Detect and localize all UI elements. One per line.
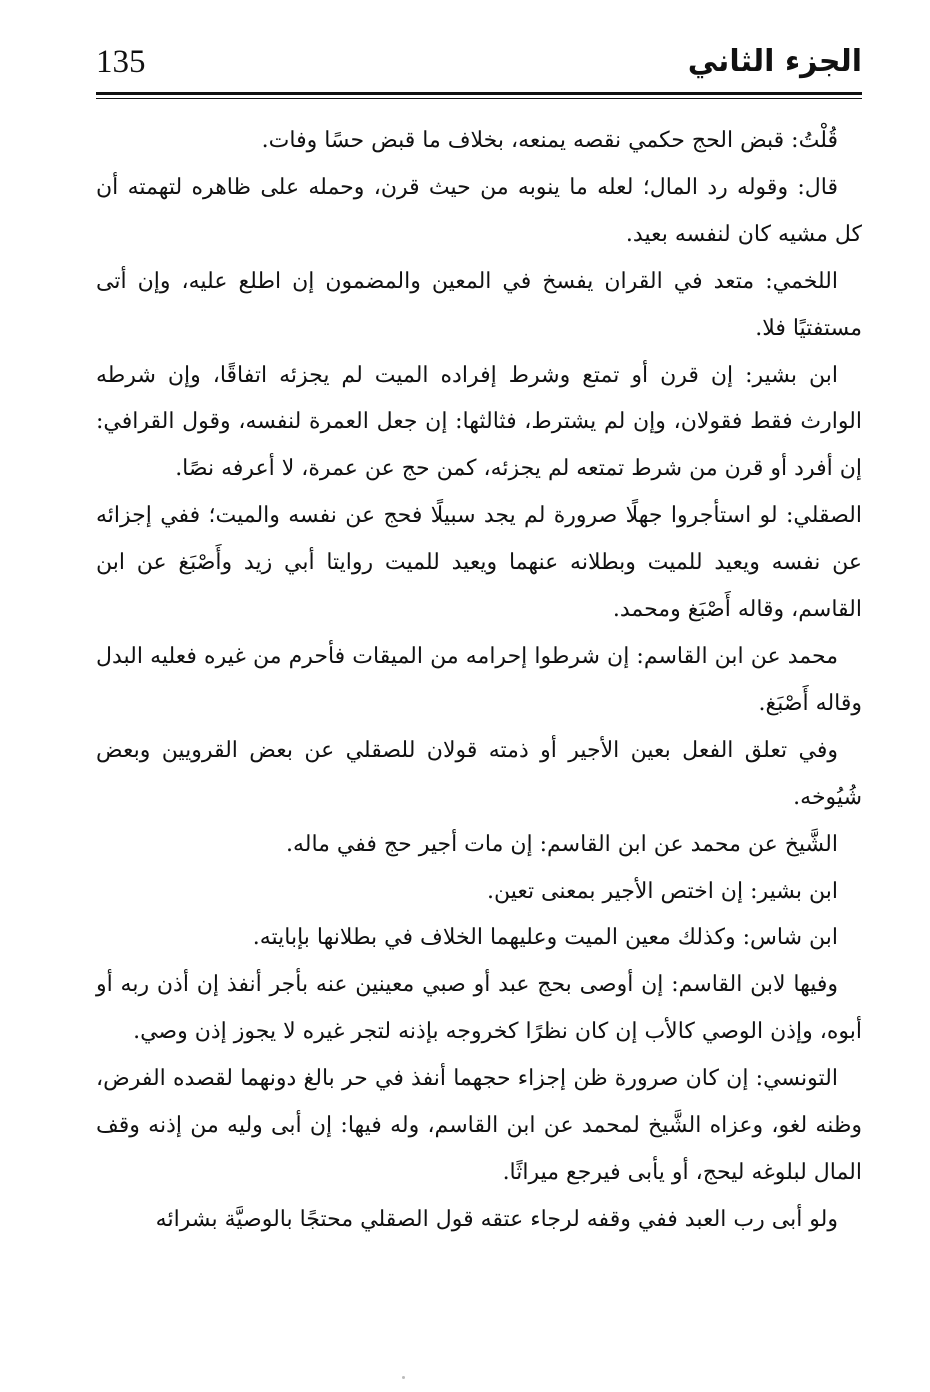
running-header-title: الجزء الثاني bbox=[687, 44, 862, 79]
paragraph: ابن بشير: إن قرن أو تمتع وشرط إفراده الميت لم يجزئه اتفاقًا، وإن شرطه الوارث فقط فقولان، وإن لم يشترط، فثالثها: إن جعل العمرة لنفسه، وقول القرافي: إن أفرد أو قرن من شرط تمتعه لم يجزئه، كمن حج عن عمرة، لا أعرفه نصًا. bbox=[96, 362, 862, 482]
paragraph: ابن شاس: وكذلك معين الميت وعليهما الخلاف في بطلانها بإبايته. bbox=[252, 925, 838, 951]
paragraph: التونسي: إن كان صرورة ظن إجزاء حجهما أنفذ في حر بالغ دونهما لقصده الفرض، وظنه لغو، وعزاه الشَّيخ لمحمد عن ابن القاسم، وله فيها: إن أبى وليه من إذنه وقف المال لبلوغه ليحج، أو يأبى فيرجع ميراثًا. bbox=[96, 1066, 862, 1185]
paragraph: قال: وقوله رد المال؛ لعله ما ينوبه من حيث قرن، وحمله على ظاهره لتهمته أن كل مشيه كان لنفسه بعيد. bbox=[96, 174, 862, 247]
scan-speck bbox=[402, 1376, 405, 1379]
paragraph: ولو أبى رب العبد ففي وقفه لرجاء عتقه قول الصقلي محتجًا بالوصيَّة بشرائه bbox=[155, 1206, 838, 1232]
paragraph: اللخمي: متعد في القران يفسخ في المعين والمضمون إن اطلع عليه، وإن أتى مستفتيًا فلا. bbox=[96, 268, 862, 341]
header-rule-thick bbox=[96, 92, 862, 95]
paragraph: الصقلي: لو استأجروا جهلًا صرورة لم يجد سبيلًا فحج عن نفسه والميت؛ ففي إجزائه عن نفسه ويعيد للميت وبطلانه عنهما ويعيد للميت روايتا أبي زيد وأَصْبَغ عن ابن القاسم، وقاله أَصْبَغ ومحمد. bbox=[96, 503, 862, 623]
paragraph: قُلْتُ: قبض الحج حكمي نقصه يمنعه، بخلاف ما قبض حسًا وفات. bbox=[261, 128, 838, 153]
paragraph: محمد عن ابن القاسم: إن شرطوا إحرامه من الميقات فأحرم من غيره فعليه البدل وقاله أَصْبَغ. bbox=[96, 643, 862, 716]
paragraph: الشَّيخ عن محمد عن ابن القاسم: إن مات أجير حج ففي ماله. bbox=[285, 831, 838, 857]
page-number: 135 bbox=[96, 44, 146, 80]
page-body bbox=[96, 118, 862, 1244]
header-rule-thin bbox=[96, 98, 862, 99]
paragraph: وفيها لابن القاسم: إن أوصى بحج عبد أو صبي معينين عنه بأجر أنفذ إن أذن ربه أو أبوه، وإذن الوصي كالأب إن كان نظرًا كخروجه بإذنه لتجر غيره لا يجوز إذن وصي. bbox=[96, 972, 862, 1045]
paragraph: وفي تعلق الفعل بعين الأجير أو ذمته قولان للصقلي عن بعض القرويين وبعض شُيُوخه. bbox=[96, 737, 862, 810]
paragraph: ابن بشير: إن اختص الأجير بمعنى تعين. bbox=[486, 878, 838, 904]
